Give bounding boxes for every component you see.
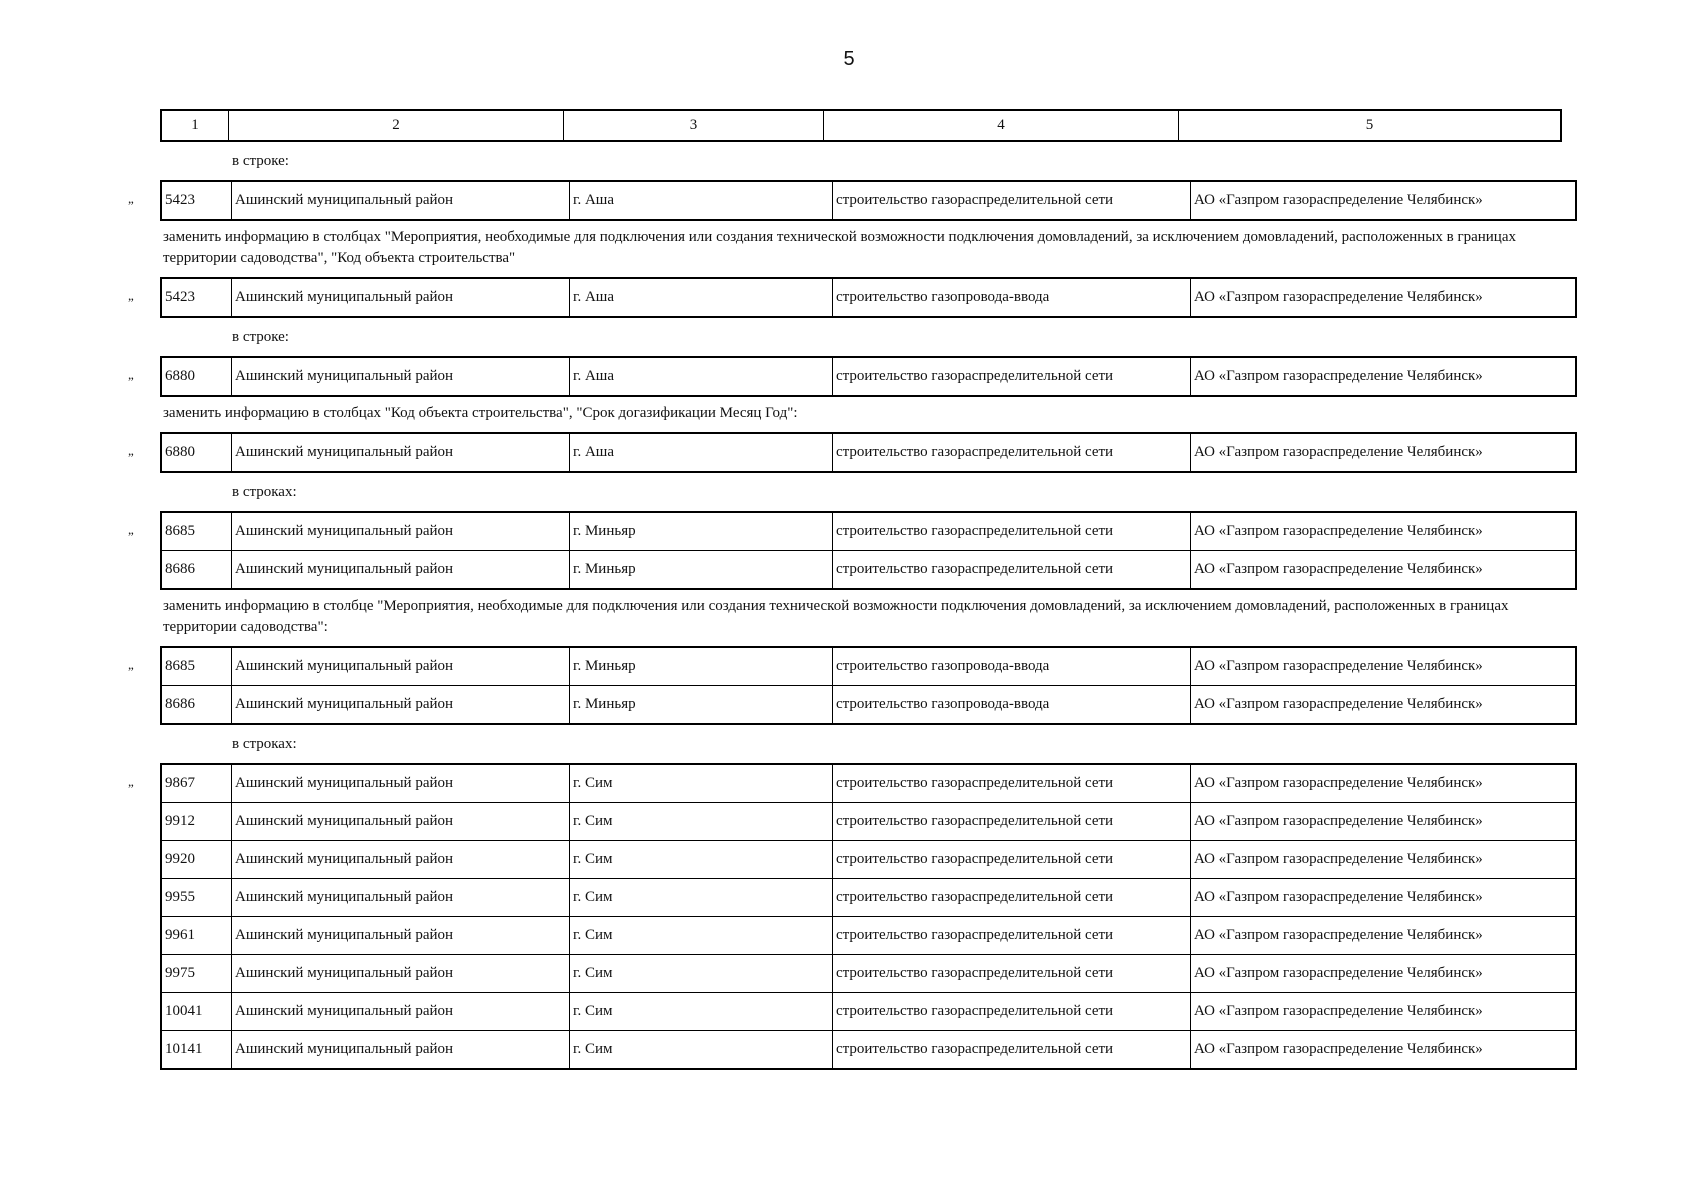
section-instruction: в строке: (232, 329, 289, 345)
organization-cell: АО «Газпром газораспределение Челябинск» (1191, 803, 1577, 841)
table-row (161, 803, 1576, 841)
row-number-cell: 8686 (161, 551, 232, 590)
opening-quote-mark: „ (128, 657, 134, 672)
opening-quote-mark: „ (128, 522, 134, 537)
settlement-cell: г. Аша (570, 433, 833, 472)
organization-cell: АО «Газпром газораспределение Челябинск» (1191, 917, 1577, 955)
municipality-cell: Ашинский муниципальный район (232, 512, 570, 551)
organization-cell: АО «Газпром газораспределение Челябинск» (1191, 879, 1577, 917)
organization-cell: АО «Газпром газораспределение Челябинск» (1191, 278, 1577, 317)
organization-cell: АО «Газпром газораспределение Челябинск» (1191, 181, 1577, 220)
settlement-cell: г. Сим (570, 993, 833, 1031)
table-group (128, 763, 1562, 1070)
opening-quote-mark: „ (128, 367, 134, 382)
organization-cell: АО «Газпром газораспределение Челябинск» (1191, 512, 1577, 551)
municipality-cell: Ашинский муниципальный район (232, 647, 570, 686)
settlement-cell: г. Миньяр (570, 686, 833, 725)
organization-cell: АО «Газпром газораспределение Челябинск» (1191, 955, 1577, 993)
row-number-cell: 5423 (161, 278, 232, 317)
activity-cell: строительство газораспределительной сети (833, 917, 1191, 955)
row-number-cell: 9955 (161, 879, 232, 917)
table-row (161, 357, 1576, 396)
header-row (161, 110, 1561, 141)
row-number-cell: 8686 (161, 686, 232, 725)
row-number-cell: 9920 (161, 841, 232, 879)
header-col-1: 1 (161, 110, 229, 141)
table-group (128, 180, 1562, 221)
municipality-cell: Ашинский муниципальный район (232, 357, 570, 396)
activity-cell: строительство газопровода-ввода (833, 647, 1191, 686)
opening-quote-mark: „ (128, 443, 134, 458)
table-row (161, 841, 1576, 879)
municipality-cell: Ашинский муниципальный район (232, 686, 570, 725)
data-table (160, 646, 1577, 725)
settlement-cell: г. Миньяр (570, 551, 833, 590)
header-col-2: 2 (229, 110, 564, 141)
table-group (128, 277, 1562, 318)
organization-cell: АО «Газпром газораспределение Челябинск» (1191, 764, 1577, 803)
header-col-5: 5 (1179, 110, 1562, 141)
activity-cell: строительство газораспределительной сети (833, 551, 1191, 590)
activity-cell: строительство газораспределительной сети (833, 955, 1191, 993)
row-number-cell: 8685 (161, 512, 232, 551)
activity-cell: строительство газораспределительной сети (833, 512, 1191, 551)
municipality-cell: Ашинский муниципальный район (232, 803, 570, 841)
row-number-cell: 10041 (161, 993, 232, 1031)
organization-cell: АО «Газпром газораспределение Челябинск» (1191, 433, 1577, 472)
table-row (161, 879, 1576, 917)
municipality-cell: Ашинский муниципальный район (232, 1031, 570, 1070)
table-row (161, 551, 1576, 590)
table-row (161, 278, 1576, 317)
settlement-cell: г. Сим (570, 879, 833, 917)
organization-cell: АО «Газпром газораспределение Челябинск» (1191, 647, 1577, 686)
settlement-cell: г. Миньяр (570, 512, 833, 551)
activity-cell: строительство газопровода-ввода (833, 278, 1191, 317)
header-col-4: 4 (824, 110, 1179, 141)
settlement-cell: г. Сим (570, 955, 833, 993)
row-number-cell: 8685 (161, 647, 232, 686)
settlement-cell: г. Миньяр (570, 647, 833, 686)
table-group (128, 511, 1562, 590)
table-row (161, 955, 1576, 993)
table-group (128, 646, 1562, 725)
table-row (161, 686, 1576, 725)
table-row (161, 512, 1576, 551)
row-number-cell: 9867 (161, 764, 232, 803)
settlement-cell: г. Аша (570, 278, 833, 317)
activity-cell: строительство газораспределительной сети (833, 181, 1191, 220)
municipality-cell: Ашинский муниципальный район (232, 278, 570, 317)
table-row (161, 917, 1576, 955)
amendment-sections (128, 142, 1562, 1070)
row-number-cell: 9975 (161, 955, 232, 993)
activity-cell: строительство газораспределительной сети (833, 841, 1191, 879)
settlement-cell: г. Сим (570, 917, 833, 955)
settlement-cell: г. Аша (570, 357, 833, 396)
activity-cell: строительство газопровода-ввода (833, 686, 1191, 725)
municipality-cell: Ашинский муниципальный район (232, 993, 570, 1031)
municipality-cell: Ашинский муниципальный район (232, 841, 570, 879)
settlement-cell: г. Аша (570, 181, 833, 220)
municipality-cell: Ашинский муниципальный район (232, 551, 570, 590)
row-number-cell: 9912 (161, 803, 232, 841)
settlement-cell: г. Сим (570, 803, 833, 841)
section-instruction: в строках: (232, 484, 297, 500)
municipality-cell: Ашинский муниципальный район (232, 181, 570, 220)
organization-cell: АО «Газпром газораспределение Челябинск» (1191, 686, 1577, 725)
document-body (128, 109, 1562, 1070)
table-group (128, 356, 1562, 397)
table-row (161, 1031, 1576, 1070)
row-number-cell: 6880 (161, 357, 232, 396)
organization-cell: АО «Газпром газораспределение Челябинск» (1191, 841, 1577, 879)
section-instruction: в строке: (232, 153, 289, 169)
municipality-cell: Ашинский муниципальный район (232, 955, 570, 993)
table-row (161, 181, 1576, 220)
municipality-cell: Ашинский муниципальный район (232, 917, 570, 955)
table-row (161, 433, 1576, 472)
activity-cell: строительство газораспределительной сети (833, 357, 1191, 396)
activity-cell: строительство газораспределительной сети (833, 993, 1191, 1031)
activity-cell: строительство газораспределительной сети (833, 1031, 1191, 1070)
activity-cell: строительство газораспределительной сети (833, 433, 1191, 472)
section-instruction: заменить информацию в столбцах "Мероприятия, необходимые для подключения или создания технической возможности подключения домовладений, за исключением домовладений, расположенных в границах территории садоводства", "Код объекта строительства" (163, 229, 1516, 266)
header-col-3: 3 (564, 110, 824, 141)
data-table (160, 432, 1577, 473)
organization-cell: АО «Газпром газораспределение Челябинск» (1191, 1031, 1577, 1070)
column-number-header (160, 109, 1562, 142)
data-table (160, 356, 1577, 397)
activity-cell: строительство газораспределительной сети (833, 879, 1191, 917)
municipality-cell: Ашинский муниципальный район (232, 879, 570, 917)
organization-cell: АО «Газпром газораспределение Челябинск» (1191, 551, 1577, 590)
organization-cell: АО «Газпром газораспределение Челябинск» (1191, 357, 1577, 396)
municipality-cell: Ашинский муниципальный район (232, 433, 570, 472)
data-table (160, 277, 1577, 318)
activity-cell: строительство газораспределительной сети (833, 803, 1191, 841)
activity-cell: строительство газораспределительной сети (833, 764, 1191, 803)
settlement-cell: г. Сим (570, 1031, 833, 1070)
row-number-cell: 5423 (161, 181, 232, 220)
table-group (128, 432, 1562, 473)
section-instruction: заменить информацию в столбцах "Код объекта строительства", "Срок догазификации Месяц Год": (163, 405, 798, 421)
row-number-cell: 9961 (161, 917, 232, 955)
section-instruction: заменить информацию в столбце "Мероприятия, необходимые для подключения или создания технической возможности подключения домовладений, за исключением домовладений, расположенных в границах территории садоводства": (163, 598, 1509, 635)
table-row (161, 647, 1576, 686)
settlement-cell: г. Сим (570, 841, 833, 879)
opening-quote-mark: „ (128, 774, 134, 789)
table-row (161, 764, 1576, 803)
table-row (161, 993, 1576, 1031)
section-instruction: в строках: (232, 736, 297, 752)
opening-quote-mark: „ (128, 288, 134, 303)
settlement-cell: г. Сим (570, 764, 833, 803)
row-number-cell: 6880 (161, 433, 232, 472)
organization-cell: АО «Газпром газораспределение Челябинск» (1191, 993, 1577, 1031)
data-table (160, 511, 1577, 590)
opening-quote-mark: „ (128, 191, 134, 206)
row-number-cell: 10141 (161, 1031, 232, 1070)
municipality-cell: Ашинский муниципальный район (232, 764, 570, 803)
data-table (160, 180, 1577, 221)
page-number: 5 (843, 48, 855, 70)
data-table (160, 763, 1577, 1070)
